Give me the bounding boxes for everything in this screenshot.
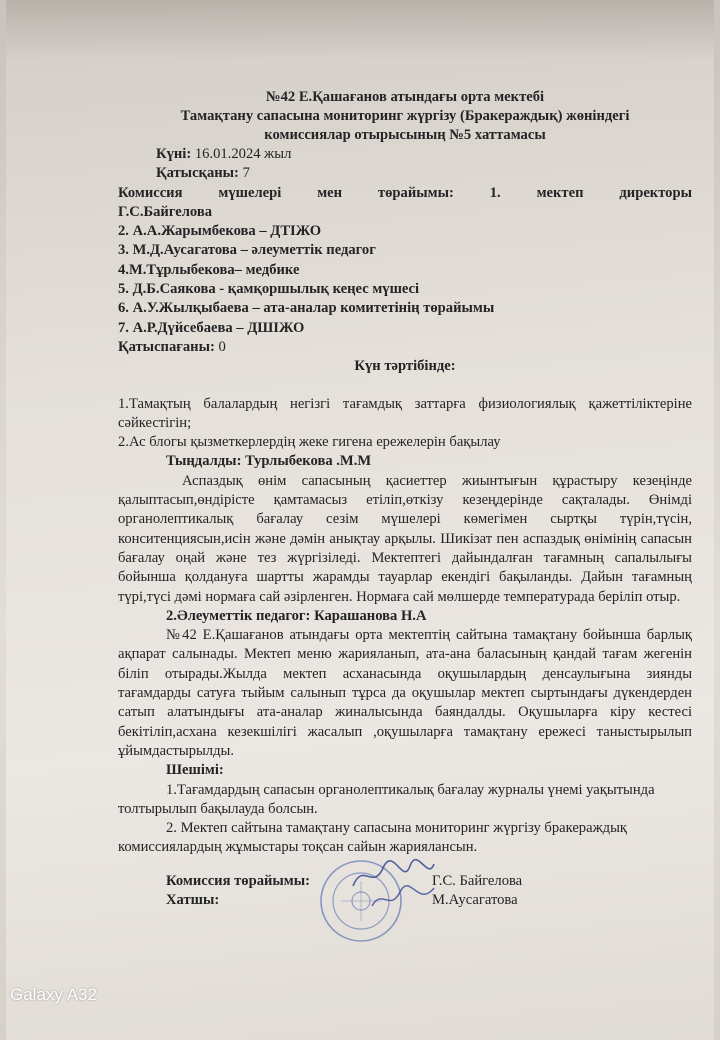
date-row <box>118 145 692 164</box>
absent-label: Қатыспағаны: <box>118 338 215 355</box>
attended-label: Қатысқаны: <box>156 165 239 182</box>
signature-block <box>118 872 692 922</box>
listened-heading: Тыңдалды: Турлыбекова .М.М <box>166 453 372 470</box>
date-value: 16.01.2024 жыл <box>194 146 292 162</box>
commission-intro-1: Комиссия мүшелері мен төрайымы: 1. мектеп директоры <box>118 184 692 201</box>
header-line-2: Тамақтану сапасына мониторинг жүргізу (Бракераждық) жөніндегі <box>180 108 630 124</box>
header-line-3: комиссиялар отырысының №5 хаттамасы <box>264 127 546 143</box>
member-2: 2. А.А.Жарымбекова – ДТІЖО <box>118 223 322 240</box>
listened-text: Аспаздық өнім сапасының қасиеттер жиынтығын құрастыру кезеңінде қалыптасып,өндірісте қамтамасыз етіліп,өткізу кезеңдерінде сақталады. Өнімді органолептикалық бағалау сезім мүшелері көмегімен сыртқы түрін,түсін, конситенциясын,исін және дәмін анықтау арқылы. Шикізат пен аспаздық өнімінің сапасын бағалау оңай және тез жүргізіледі. Мектептегі дайындалған тағамның сапалылығы бойынша қолдануға шартты жарамды тауарлар екендігі бақыланды. Дайын тағамның түрі,түсі дәмі нормаға сай әзірленген. Нормаға сай мөлшерде температурада беріліп отыр. <box>118 472 692 605</box>
document-paper <box>6 0 714 1040</box>
member-7: 7. А.Р.Дүйсебаева – ДШІЖО <box>118 319 305 336</box>
attended-value: 7 <box>242 165 250 182</box>
decision-item-1: 1.Тағамдардың сапасын органолептикалық бағалау журналы үнемі уақытында толтырылып бақылауда болсын. <box>118 781 655 817</box>
secretary-label: Хатшы: <box>166 891 220 908</box>
agenda-heading: Күн тәртібінде: <box>354 358 456 375</box>
chair-label: Комиссия төрайымы: <box>166 872 311 889</box>
member-5: 5. Д.Б.Саякова - қамқоршылық кеңес мүшесі <box>118 281 420 298</box>
camera-watermark: Galaxy A32 <box>10 985 97 1004</box>
member-3: 3. М.Д.Аусагатова – әлеуметтік педагог <box>118 242 376 259</box>
absent-value: 0 <box>218 338 226 355</box>
agenda-item-1: 1.Тамақтың балалардың негізгі тағамдық заттарға физиологиялық қажеттіліктеріне сәйкестігін; <box>118 395 692 431</box>
header-line-1: №42 Е.Қашағанов атындағы орта мектебі <box>265 89 545 105</box>
secretary-signature-icon <box>368 882 438 916</box>
paper-shadow <box>6 0 714 60</box>
decision-item-2: 2. Мектеп сайтына тамақтану сапасына мониторинг жүргізу бракераждық комиссиялардың жұмыстары тоқсан сайын жариялансын. <box>118 820 627 856</box>
attended-row <box>118 164 692 183</box>
agenda-item-2: 2.Ас блогы қызметкерлердің жеке гигена ережелерін бақылау <box>118 434 501 451</box>
decision-heading: Шешімі: <box>166 762 224 779</box>
chair-name: Г.С. Байгелова <box>432 872 523 889</box>
commission-intro-2: Г.С.Байгелова <box>118 203 213 220</box>
social-heading: 2.Әлеуметтік педагог: Карашанова Н.А <box>166 607 427 624</box>
absent-row <box>118 338 692 357</box>
member-4: 4.М.Тұрлыбекова– медбике <box>118 261 300 278</box>
date-label: Күні: <box>156 146 192 162</box>
member-6: 6. А.У.Жылқыбаева – ата-аналар комитетінің төрайымы <box>118 300 495 317</box>
social-text: №42 Е.Қашағанов атындағы орта мектептің сайтына тамақтану бойынша барлық ақпарат салынады. Мектеп меню жарияланып, ата-ана баласының қандай тағам жегенін біліп отырады.Жылда мектеп асханасында оқушылардың денсаулығына зиянды тағамдарды сатуға тыйым салынып тұрса да оқушылар мектеп сыртындағы дүкендерден сатып алатындығы ата-аналар жиналысында баяндалды. Оқушыларға кіру кестесі бекітіліп,асхана кезекшілігі жасалып ,оқушыларға тамақтану ережесі таныстырылып ұйымдастырылды. <box>118 627 692 759</box>
document-body <box>118 88 692 922</box>
secretary-name: М.Аусагатова <box>432 891 518 908</box>
